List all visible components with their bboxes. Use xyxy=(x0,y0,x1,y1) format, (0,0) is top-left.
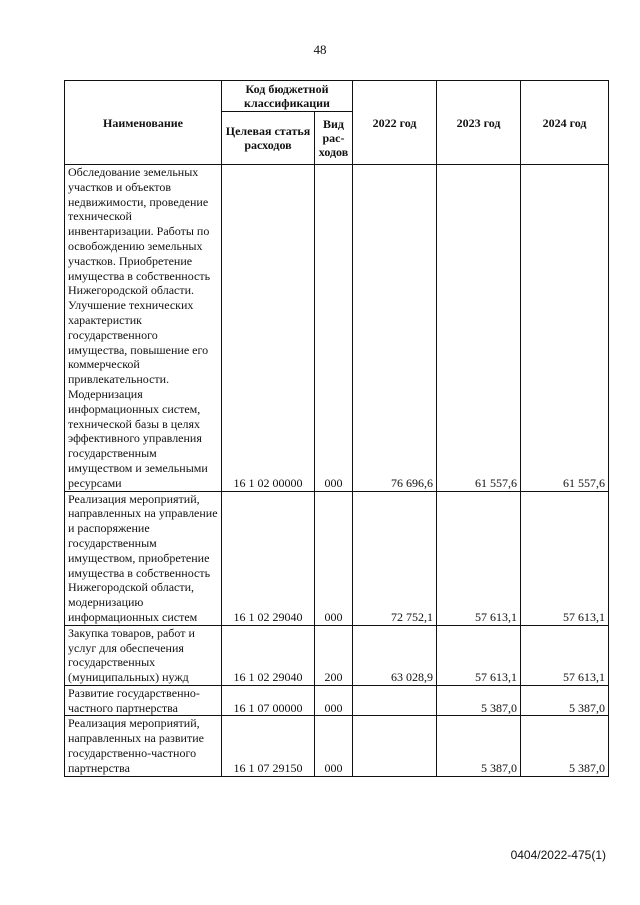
row-value-2024: 5 387,0 xyxy=(521,685,609,716)
row-kind: 000 xyxy=(315,165,353,492)
row-value-2022: 63 028,9 xyxy=(353,625,437,685)
budget-table xyxy=(64,80,609,777)
row-value-2023: 57 613,1 xyxy=(437,625,521,685)
page-number: 48 xyxy=(313,42,327,57)
table-row xyxy=(65,716,609,776)
row-kind: 000 xyxy=(315,491,353,625)
row-value-2023: 5 387,0 xyxy=(437,685,521,716)
row-kind: 200 xyxy=(315,625,353,685)
row-name: Обследование земельных участков и объектов недвижимости, проведение технической инвентаризации. Работы по освобождению земельных участков. Приобретение имущества в собственность Нижегородской области. Улучшение технических характеристик государственного имущества, повышение его коммерческой привлекательности. Модернизация информационных систем, технической базы в целях эффективного управления государственным имуществом и земельными ресурсами xyxy=(65,165,222,492)
row-code: 16 1 02 00000 xyxy=(222,165,315,492)
row-value-2022: 76 696,6 xyxy=(353,165,437,492)
header-year-2024: 2024 год xyxy=(521,81,609,165)
row-kind: 000 xyxy=(315,685,353,716)
header-year-2022: 2022 год xyxy=(353,81,437,165)
row-value-2022: 72 752,1 xyxy=(353,491,437,625)
table-header xyxy=(65,81,609,165)
header-name: Наименование xyxy=(65,81,222,165)
header-expense-kind: Вид рас-ходов xyxy=(315,112,353,165)
row-value-2024: 57 613,1 xyxy=(521,625,609,685)
table-row xyxy=(65,165,609,492)
header-year-2023: 2023 год xyxy=(437,81,521,165)
row-code: 16 1 02 29040 xyxy=(222,491,315,625)
row-name: Реализация мероприятий, направленных на развитие государственно-частного партнерства xyxy=(65,716,222,776)
row-name: Развитие государственно-частного партнерства xyxy=(65,685,222,716)
row-kind: 000 xyxy=(315,716,353,776)
header-target-item: Целевая статья расходов xyxy=(222,112,315,165)
row-value-2022 xyxy=(353,685,437,716)
document-number: 0404/2022-475(1) xyxy=(510,848,606,862)
row-value-2023: 5 387,0 xyxy=(437,716,521,776)
row-code: 16 1 07 29150 xyxy=(222,716,315,776)
row-value-2024: 57 613,1 xyxy=(521,491,609,625)
row-name: Реализация мероприятий, направленных на управление и распоряжение государственным имуществом, приобретение имущества в собственность Нижегородской области, модернизацию информационных систем xyxy=(65,491,222,625)
header-code-group: Код бюджетной классификации xyxy=(222,81,353,112)
row-value-2023: 61 557,6 xyxy=(437,165,521,492)
row-value-2024: 61 557,6 xyxy=(521,165,609,492)
row-code: 16 1 02 29040 xyxy=(222,625,315,685)
row-name: Закупка товаров, работ и услуг для обеспечения государственных (муниципальных) нужд xyxy=(65,625,222,685)
table-row xyxy=(65,625,609,685)
row-value-2023: 57 613,1 xyxy=(437,491,521,625)
row-code: 16 1 07 00000 xyxy=(222,685,315,716)
table-body xyxy=(65,165,609,777)
row-value-2022 xyxy=(353,716,437,776)
row-value-2024: 5 387,0 xyxy=(521,716,609,776)
table-row xyxy=(65,685,609,716)
table-row xyxy=(65,491,609,625)
